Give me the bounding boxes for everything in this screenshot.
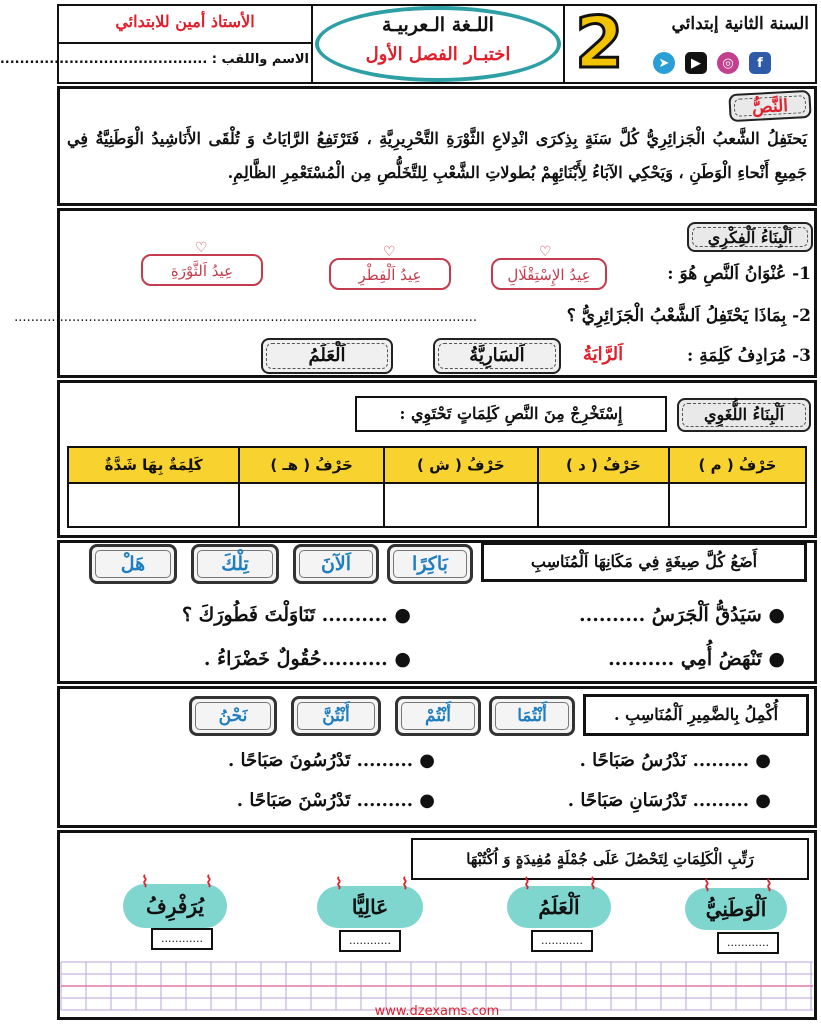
- linguistic-instruction: إِسْتَخْرِجْ مِنَ النَّصِ كَلِمَاتٍ تَحْتَوِي :: [355, 396, 667, 432]
- subject-title: اللـغة الـعربيـة: [382, 14, 494, 36]
- text-label-text: النَّصُّ: [751, 96, 789, 118]
- q3-option-pole[interactable]: [433, 338, 561, 374]
- table-header-row: [68, 447, 806, 483]
- q1-option-independence[interactable]: عِيدُ الإِسْتِقْلَالِ: [491, 258, 607, 290]
- telegram-icon[interactable]: ➤: [653, 52, 675, 74]
- pronoun-antuma-text: أَنْتُمَا: [517, 706, 547, 726]
- fill-sentence-4-text: ..........حُقُولٌ خَضْرَاءُ .: [203, 648, 388, 670]
- q3-word: اَلرَّايَةُ: [583, 344, 624, 365]
- pronoun-sentence-1-text: ......... نَدْرُسُ صَبَاحًا .: [579, 750, 750, 771]
- answer-cell[interactable]: [68, 483, 239, 527]
- linguistic-label: [677, 398, 811, 432]
- pin-icon: ⌇: [401, 874, 409, 893]
- fill-sentence-2-text: .......... تَنَاوَلْتَ فَطُورَكَ ؟: [181, 604, 388, 626]
- grade-number: 2: [575, 2, 624, 84]
- pronoun-sentence-3-text: ......... تَدْرُسَانِ صَبَاحًا .: [567, 790, 750, 811]
- word-alaan-text: اَلآنَ: [320, 553, 352, 575]
- word-bakiran[interactable]: [387, 544, 473, 584]
- comprehension-label: [687, 222, 813, 252]
- word-bakiran-text: بَاكِرًا: [412, 553, 448, 575]
- col-shin: حَرْفُ ( ش ): [384, 447, 538, 483]
- answer-cell[interactable]: [239, 483, 384, 527]
- order-box-1[interactable]: ............: [717, 932, 779, 954]
- arrange-instruction: رَتِّبِ الْكَلِمَاتِ لِتَحْصُلَ عَلَى جُمْلَةٍ مُفِيدَةٍ وَ اُكْتُبْهَا: [411, 838, 809, 880]
- order-box-4[interactable]: ............: [151, 928, 213, 950]
- fill-instruction: أَضَعُ كُلَّ صِيغَةٍ فِي مَكَانِهَا اَلْمُنَاسِبِ: [481, 542, 807, 582]
- pronoun-sentence-1[interactable]: ● ......... نَدْرُسُ صَبَاحًا .: [579, 750, 771, 771]
- q2-answer-line[interactable]: ................................................................................................................: [14, 310, 477, 325]
- fill-sentence-3[interactable]: ● تَنْهَضُ أُمِي ..........: [608, 648, 785, 670]
- q3-option-pole-text: اَلسَارِيَّةُ: [469, 345, 525, 366]
- pin-icon: ⌇: [335, 874, 343, 893]
- order-box-3[interactable]: ............: [339, 930, 401, 952]
- col-shadda: كَلِمَةٌ بِهَا شَدَّةٌ: [68, 447, 239, 483]
- heart-icon: ♡: [383, 244, 396, 260]
- word-hal[interactable]: [89, 544, 177, 584]
- word-alaan[interactable]: [293, 544, 379, 584]
- question-2: 2- بِمَاذَا يَحْتَفِلُ اَلشَّعْبُ الْجَزَائِرِيُّ ؟: [566, 306, 811, 326]
- word-yurafrifu[interactable]: يُرَفْرِفُ: [123, 884, 227, 928]
- pronoun-sentence-2-text: ......... تَدْرُسُونَ صَبَاحًا .: [227, 750, 414, 771]
- facebook-icon[interactable]: f: [749, 52, 771, 74]
- pronouns-instruction: أُكْمِلُ بِالضَّمِيرِ اَلْمُنَاسِبِ .: [583, 694, 809, 736]
- pronoun-antunna-text: أَنْتُنَّ: [322, 706, 350, 726]
- pin-icon: ⌇: [141, 872, 149, 891]
- pronoun-sentence-3[interactable]: ● ......... تَدْرُسَانِ صَبَاحًا .: [567, 790, 771, 811]
- pronoun-sentence-4-text: ......... تَدْرُسْنَ صَبَاحًا .: [236, 790, 414, 811]
- col-dal: حَرْفُ ( د ): [538, 447, 669, 483]
- pin-icon: ⌇: [523, 874, 531, 893]
- pronoun-antunna[interactable]: [291, 696, 381, 736]
- pronoun-nahnu[interactable]: [189, 696, 277, 736]
- heart-icon: ♡: [539, 244, 552, 260]
- word-tilka[interactable]: [191, 544, 279, 584]
- fill-sentence-4[interactable]: ● ..........حُقُولٌ خَضْرَاءُ .: [203, 648, 411, 670]
- answer-cell[interactable]: [669, 483, 806, 527]
- word-hal-text: هَلْ: [120, 553, 146, 575]
- pronoun-antum-text: أَنْتُمْ: [425, 706, 451, 726]
- word-aliyan[interactable]: عَالِيًّا: [317, 886, 423, 928]
- text-paragraph: يَحتَفِلُ الشَّعبُ الْجَزائِرِيُّ كُلَّ سَنَةٍ بِذِكرَى انْدِلاعِ الثَّوْرَةِ التَّحْرِيرِيَّةِ ، فَتَرْتَفِعُ الرَّايَاتُ وَ تُلْقَى الأَنَاشِيدُ الْوَطَنِيَّةُ فِي جَمِيعِ أَنْحاءِ الْوَطَنِ ، وَيَحْكِي الآبَاءُ لِأَبْنَائِهِمْ بُطولاتِ الشَّعْبِ لِلتَّخَلُّصِ مِن الْمُسْتَعْمِرِ الظَّالِمِ.: [67, 129, 807, 182]
- order-box-2[interactable]: ............: [531, 930, 593, 952]
- q3-option-flag-text: اَلْعَلَمُ: [308, 345, 346, 366]
- fill-sentence-3-text: تَنْهَضُ أُمِي ..........: [608, 648, 762, 670]
- youtube-icon[interactable]: ▶: [685, 52, 707, 74]
- word-alalam[interactable]: اَلْعَلَمُ: [507, 886, 611, 928]
- pronoun-sentence-4[interactable]: ● ......... تَدْرُسْنَ صَبَاحًا .: [236, 790, 435, 811]
- question-3: 3- مُرَادِفُ كَلِمَةِ :: [687, 346, 811, 366]
- pin-icon: ⌇: [205, 872, 213, 891]
- pronoun-antuma[interactable]: [489, 696, 575, 736]
- pronoun-antum[interactable]: [395, 696, 481, 736]
- word-watani[interactable]: اَلْوَطَنِيُّ: [685, 888, 787, 930]
- instagram-icon[interactable]: ◎: [717, 52, 739, 74]
- table-answer-row: [68, 483, 806, 527]
- pin-icon: ⌇: [765, 876, 773, 895]
- exam-title: اختبـار الفصل الأول: [365, 44, 511, 65]
- heart-icon: ♡: [195, 240, 208, 256]
- answer-cell[interactable]: [384, 483, 538, 527]
- linguistic-label-text: اَلْبِنَاءُ اللُّغَوِي: [703, 405, 785, 424]
- pronoun-nahnu-text: نَحْنُ: [218, 706, 248, 726]
- col-mim: حَرْفُ ( م ): [669, 447, 806, 483]
- question-1: 1- عُنْوَانُ اَلنَّصِ هُوَ :: [667, 264, 811, 284]
- social-icons: [653, 52, 771, 74]
- fill-sentence-1[interactable]: ● سَيَدُقُّ اَلْجَرَسُ ..........: [579, 604, 785, 626]
- q1-option-revolution[interactable]: عِيدُ اَلثَّوْرَةِ: [141, 254, 263, 286]
- name-field[interactable]: الاسم واللقب : ..........................................: [0, 52, 309, 67]
- letters-table: [67, 446, 807, 528]
- col-ha: حَرْفُ ( هـ ): [239, 447, 384, 483]
- grade-label: السنة الثانية إبتدائي: [671, 14, 809, 34]
- answer-cell[interactable]: [538, 483, 669, 527]
- comprehension-label-text: اَلْبِنَاءُ اَلْفِكْرِي: [707, 228, 793, 247]
- pin-icon: ⌇: [589, 874, 597, 893]
- teacher-name: الأستاذ أمين للابتدائي: [115, 12, 255, 31]
- word-tilka-text: تِلْكَ: [221, 553, 249, 575]
- fill-sentence-2[interactable]: ● .......... تَنَاوَلْتَ فَطُورَكَ ؟: [181, 604, 411, 626]
- fill-sentence-1-text: سَيَدُقُّ اَلْجَرَسُ ..........: [579, 604, 762, 626]
- q3-option-flag[interactable]: [261, 338, 393, 374]
- q1-option-fitr[interactable]: عِيدُ اَلْفِطْرِ: [329, 258, 451, 290]
- text-label: [728, 90, 811, 122]
- pronoun-sentence-2[interactable]: ● ......... تَدْرُسُونَ صَبَاحًا .: [227, 750, 435, 771]
- footer-site[interactable]: www.dzexams.com: [374, 1004, 500, 1019]
- pin-icon: ⌇: [703, 876, 711, 895]
